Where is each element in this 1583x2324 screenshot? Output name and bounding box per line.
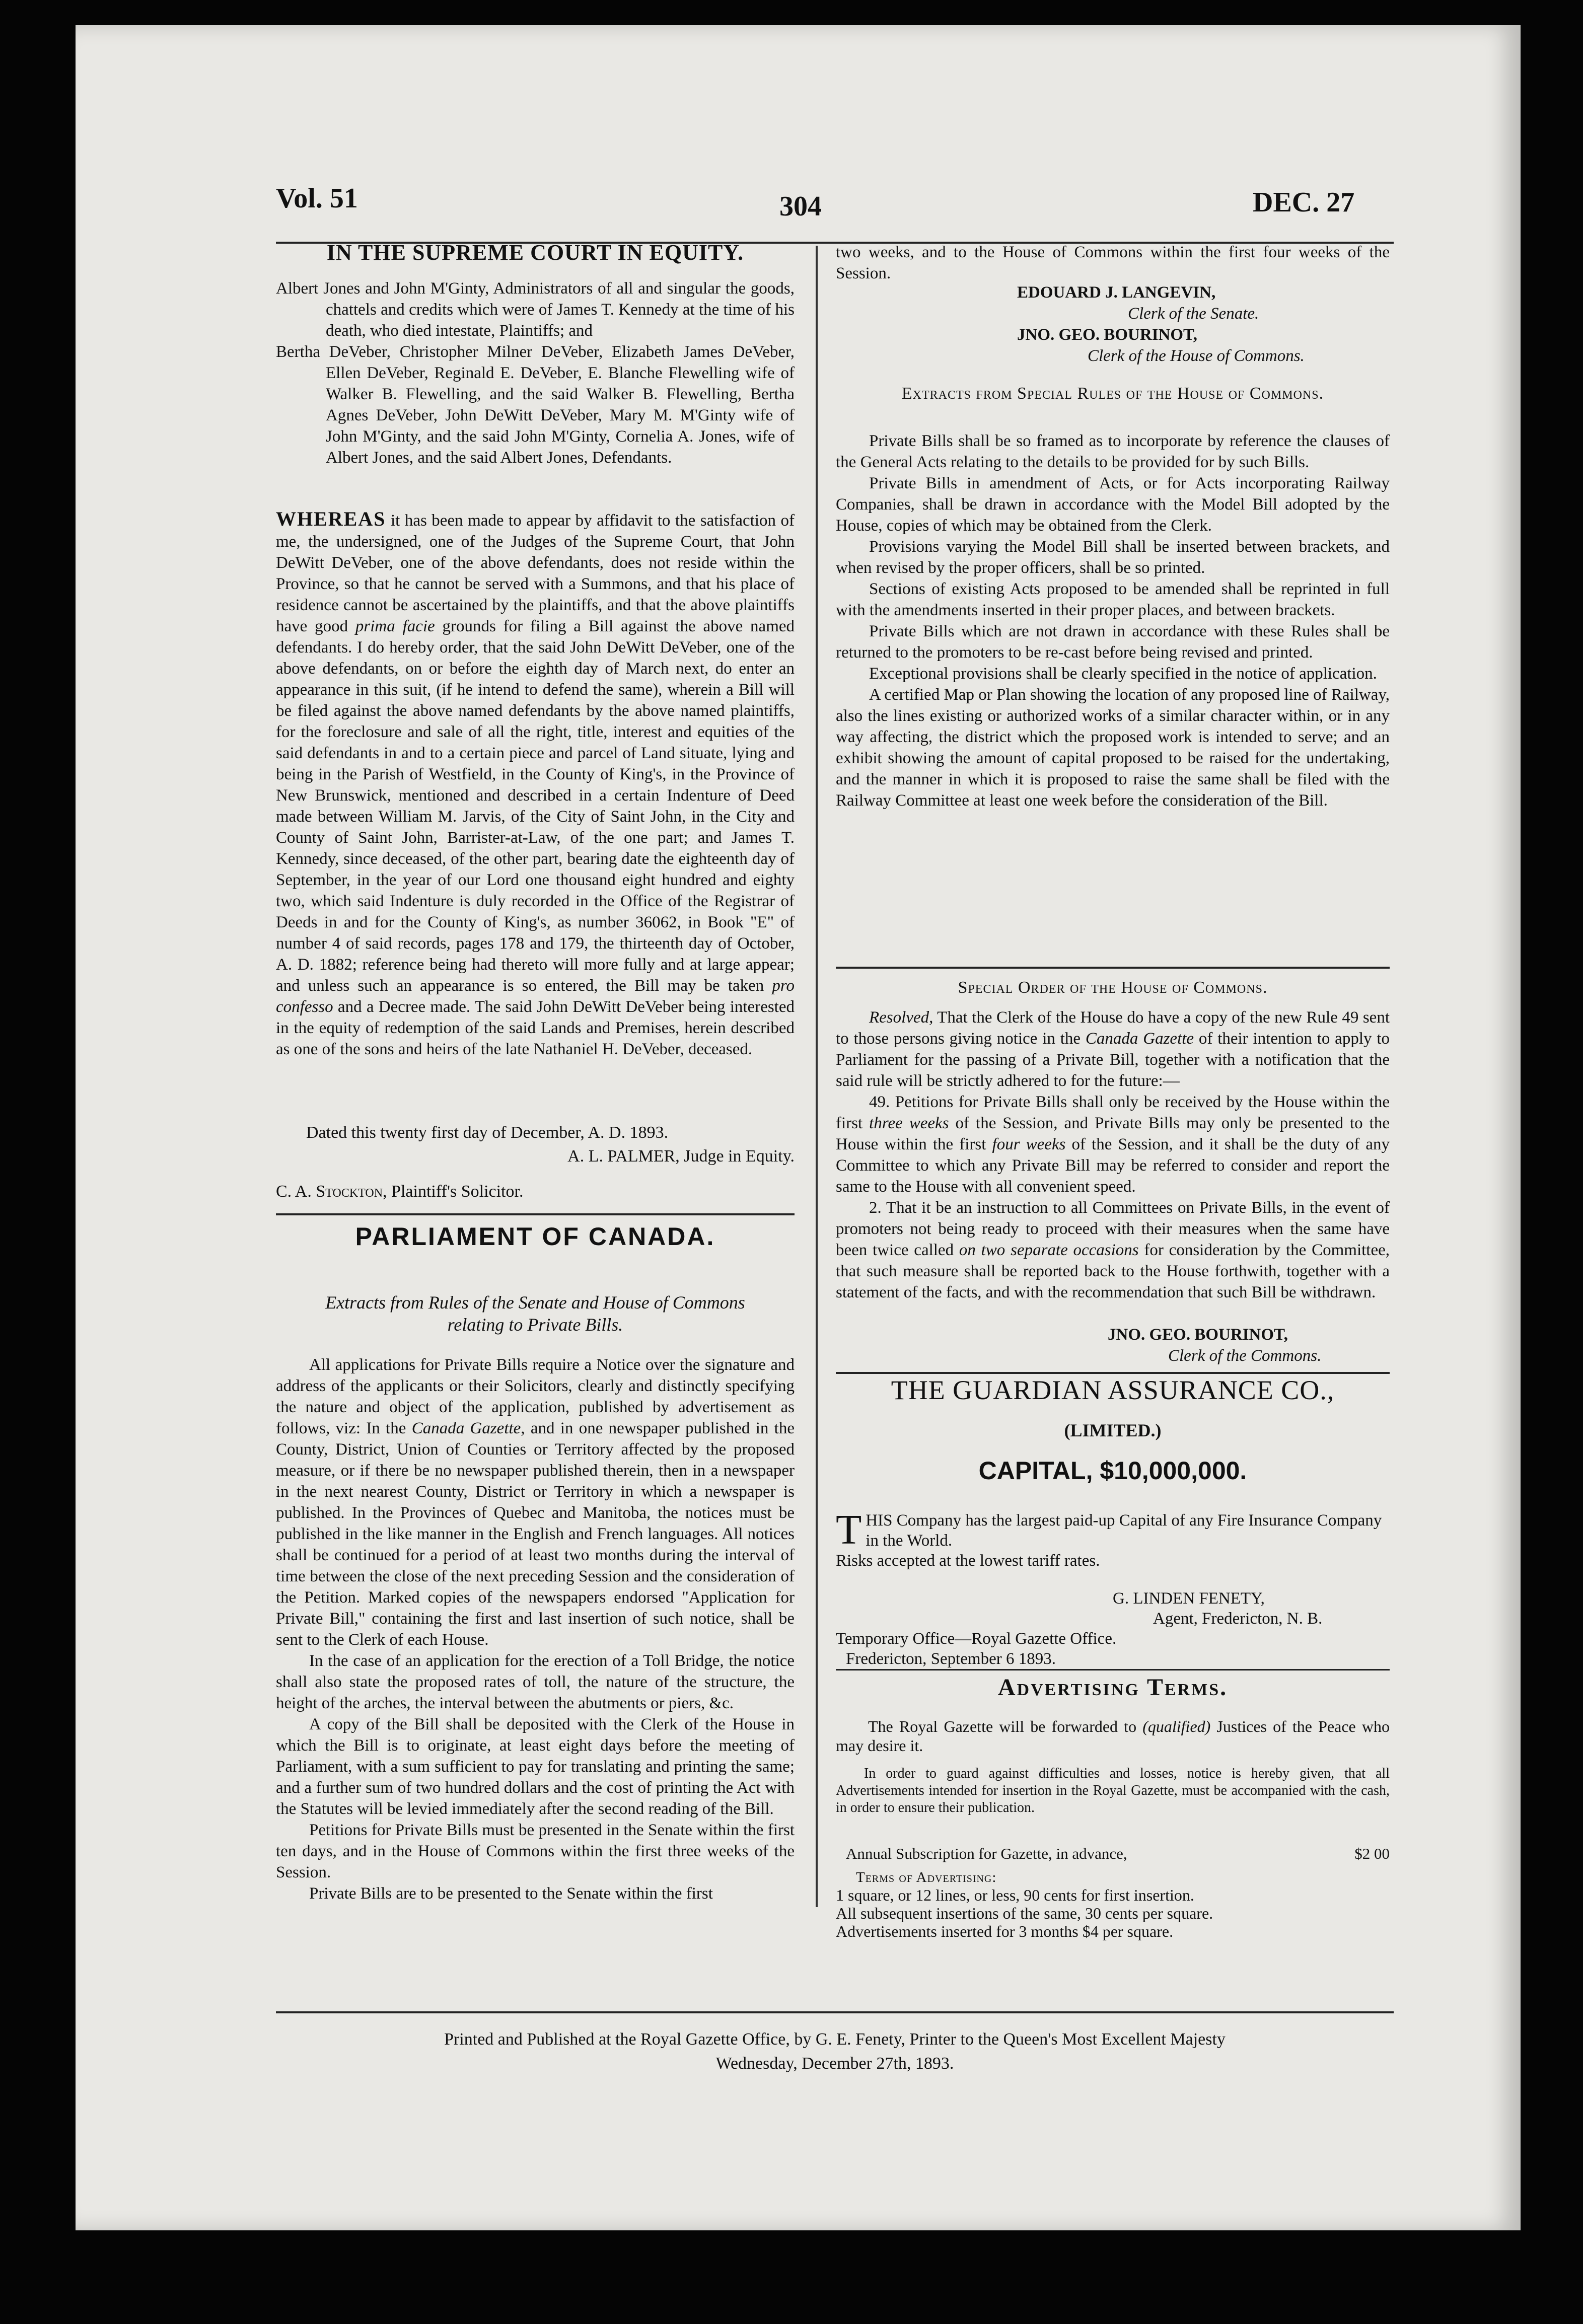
forwarding-notice <box>836 1717 1390 1755</box>
footer-rule <box>276 2011 1394 2013</box>
risks-line: Risks accepted at the lowest tariff rates. <box>836 1552 1100 1570</box>
rules-paragraph: A copy of the Bill shall be deposited with the Clerk of the House in which the Bill is to originate, at least eight days before the meeting of Parliament, with a sum sufficient to pay for translating and printing the same; and a further sum of two hundred dollars and the cost of printing the Act with the Statutes will be levied immediately after the second reading of the Bill. <box>276 1715 795 1818</box>
subscription-line <box>836 1843 1390 1864</box>
terms-item: 1 square, or 12 lines, or less, 90 cents for first insertion. <box>836 1886 1194 1904</box>
section-rule <box>276 1213 795 1215</box>
description-block: T HIS Company has the largest paid-up Capital of any Fire Insurance Company in the World. <box>836 1506 1382 1553</box>
section-rule <box>836 1669 1390 1671</box>
column-divider <box>816 246 818 1907</box>
rule-paragraph: Private Bills which are not drawn in accordance with these Rules shall be returned to the promoters to be re-cast before being revised and printed. <box>836 622 1390 662</box>
resolution-paragraph: Resolved, That the Clerk of the House do have a copy of the new Rule 49 sent to those persons giving notice in the Canada Gazette of their intention to apply to Parliament for the passing of a Private Bill, together with a notification that the said rule will be strictly adhered to for the future:— <box>836 1008 1390 1090</box>
special-order-body <box>836 1007 1390 1303</box>
judge-signature: A. L. PALMER, Judge in Equity. <box>567 1147 795 1166</box>
issue-date: DEC. 27 <box>1253 187 1355 218</box>
rule-paragraph: Provisions varying the Model Bill shall be inserted between brackets, and when revised by the proper officers, shall be so printed. <box>836 538 1390 577</box>
temporary-office: Temporary Office—Royal Gazette Office. <box>836 1630 1117 1648</box>
advertising-title: Advertising Terms. <box>997 1674 1228 1701</box>
clerk-signatures <box>836 282 1390 367</box>
signature-role: Clerk of the Commons. <box>1168 1347 1322 1365</box>
rules-continuation: two weeks, and to the House of Commons within the first four weeks of the Session. <box>836 243 1390 282</box>
signature-role: Clerk of the House of Commons. <box>1088 347 1305 365</box>
company-capital: CAPITAL, $10,000,000. <box>978 1457 1247 1485</box>
rule-paragraph: A certified Map or Plan showing the location of any proposed line of Railway, also the lines existing or authorized works of a similar character within, or in any way affecting, the district which the proposed work is intended to serve; and an exhibit showing the amount of capital proposed to be raised for the undertaking, and the manner in which it is proposed to raise the same shall be filed with the Railway Committee at least one week before the consideration of the Bill. <box>836 686 1390 810</box>
agent-role: Agent, Fredericton, N. B. <box>1153 1610 1323 1628</box>
plaintiffs-paragraph: Albert Jones and John M'Ginty, Administrators of all and singular the goods, chattels and credits which were of James T. Kennedy at the time of his death, who died intestate, Plaintiffs; and <box>276 279 795 340</box>
rules-paragraph: In the case of an application for the erection of a Toll Bridge, the notice shall also state the proposed rates of toll, the nature of the structure, the height of the arches, the interval between the abutments or piers, &c. <box>276 1652 795 1712</box>
rules-paragraph: Petitions for Private Bills must be presented in the Senate within the first ten days, and in the House of Commons within the first three weeks of the Session. <box>276 1821 795 1881</box>
terms-list <box>836 1886 1390 1940</box>
court-order-paragraph: WHEREAS it has been made to appear by affidavit to the satisfaction of me, the undersigned, one of the Judges of the Supreme Court, that John DeWitt DeVeber, one of the above defendants, does not reside within the Province, so that he cannot be served with a Summons, and that his place of residence cannot be ascertained by the plaintiffs, and that the above plaintiffs have good prima facie grounds for filing a Bill against the above named defendants. I do hereby order, that the said John DeWitt DeVeber, one of the above defendants, on or before the eighth day of March next, do enter an appearance in this suit, (if he intend to defend the same), wherein a Bill will be filed against the above named defendants by the above named plaintiffs, for the foreclosure and sale of all the right, title, interest and equities of the said defendants in and to a certain piece and parcel of Land situate, lying and being in the Parish of Westfield, in the County of King's, in the Province of New Brunswick, mentioned and described in a certain Indenture of Deed made between William M. Jarvis, of the City of Saint John, in the City and County of Saint John, Barrister-at-Law, of the one part; and James T. Kennedy, since deceased, of the other part, bearing date the eighteenth day of September, in the year of our Lord one thousand eight hundred and eighty two, which said Indenture is duly recorded in the Office of the Registrar of Deeds in and for the County of King's, as number 36062, in Book "E" of number 4 of said records, pages 178 and 179, the thirteenth day of October, A. D. 1882; reference being had thereto will more fully and at large appear; and unless such an appearance is so entered, the Bill may be taken pro confesso and a Decree made. The said John DeWitt DeVeber being interested in the equity of redemption of the said Lands and Premises, herein described as one of the sons and heirs of the late Nathaniel H. DeVeber, deceased. <box>276 507 795 1058</box>
whereas-word: WHEREAS <box>276 507 386 530</box>
terms-item: All subsequent insertions of the same, 30 cents per square. <box>836 1904 1213 1922</box>
company-agent <box>836 1588 1390 1669</box>
page-number: 304 <box>779 191 822 222</box>
subscription-label: Annual Subscription for Gazette, in advance, <box>846 1845 1127 1862</box>
parliament-subtitle: Extracts from Rules of the Senate and House of Commons relating to Private Bills. <box>325 1292 745 1335</box>
special-rules-body <box>836 430 1390 811</box>
publication-date: Wednesday, December 27th, 1893. <box>715 2054 954 2073</box>
rule-paragraph: Sections of existing Acts proposed to be amended shall be reprinted in full with the amendments inserted in their proper places, and between brackets. <box>836 580 1390 619</box>
special-rules-title: Extracts from Special Rules of the House of Commons. <box>901 384 1324 403</box>
forwarding-paragraph: The Royal Gazette will be forwarded to (qualified) Justices of the Peace who may desire it. <box>836 1717 1390 1755</box>
court-dated-line: Dated this twenty first day of December, A. D. 1893. <box>306 1123 669 1142</box>
court-notice-title: IN THE SUPREME COURT IN EQUITY. <box>326 240 744 265</box>
page-content <box>195 161 1395 2094</box>
company-name: THE GUARDIAN ASSURANCE CO., <box>891 1375 1335 1405</box>
signature-name: JNO. GEO. BOURINOT, <box>1017 326 1197 344</box>
rules-paragraph: All applications for Private Bills require a Notice over the signature and address of the applicants or their Solicitors, clearly and distinctly specifying the nature and object of the application, published by advertisement as follows, viz: In the Canada Gazette, and in one newspaper published in the County, District, Union of Counties or Territory affected by the proposed measure, or if there be no newspaper published therein, then in a newspaper in the next nearest County, District or Territory in which a newspaper is published. In the Provinces of Quebec and Manitoba, the notices must be published in the like manner in the English and French languages. All notices shall be continued for a period of at least two months during the interval of time between the close of the next preceding Session and the consideration of the Petition. Marked copies of the newspapers endorsed "Application for Private Bill," containing the first and last insertion of such notice, shall be sent to the Clerk of each House. <box>276 1356 795 1649</box>
subscription-price: $2 00 <box>1354 1845 1390 1862</box>
solicitor-line: C. A. Stockton, Plaintiff's Solicitor. <box>276 1182 524 1201</box>
rule-paragraph: Private Bills shall be so framed as to incorporate by reference the clauses of the General Acts relating to the details to be provided for by such Bills. <box>836 432 1390 471</box>
parliament-title: PARLIAMENT OF CANADA. <box>355 1222 715 1251</box>
signature-role: Clerk of the Senate. <box>1128 305 1259 323</box>
drop-cap: T <box>836 1506 862 1553</box>
place-date: Fredericton, September 6 1893. <box>846 1650 1056 1668</box>
instruction-paragraph: 2. That it be an instruction to all Committees on Private Bills, in the event of promoters not being ready to proceed with their measures when the same have been twice called on two separate occasions for consideration by the Committee, that such measure shall be reported back to the House forthwith, together with a statement of the facts, and with the recommendation that such Bill be withdrawn. <box>836 1199 1390 1301</box>
rule-paragraph: Exceptional provisions shall be clearly specified in the notice of application. <box>869 665 1377 683</box>
defendants-paragraph: Bertha DeVeber, Christopher Milner DeVeber, Elizabeth James DeVeber, Ellen DeVeber, Reginald E. DeVeber, E. Blanche Flewelling wife of Walker B. Flewelling, and the said Walker B. Flewelling, Bertha Agnes DeVeber, John DeWitt DeVeber, Mary M. M'Ginty wife of John M'Ginty, and the said John M'Ginty, Cornelia A. Jones, wife of Albert Jones, and the said Albert Jones, Defendants. <box>276 343 795 467</box>
volume-label: Vol. 51 <box>276 183 358 214</box>
company-description <box>836 1506 1390 1571</box>
commons-signature <box>836 1324 1390 1366</box>
court-parties <box>276 278 795 468</box>
payment-notice <box>836 1765 1390 1817</box>
parliament-rules-body <box>276 1354 795 1904</box>
rules-paragraph: Private Bills are to be presented to the Senate within the first <box>309 1884 713 1903</box>
newspaper-page <box>76 25 1521 2230</box>
rule-49-paragraph: 49. Petitions for Private Bills shall only be received by the House within the first three weeks of the Session, and Private Bills may only be presented to the House within the first four weeks of the Session, and it shall be the duty of any Committee to which any Private Bill may be referred to consider and report the same to the House with all convenient speed. <box>836 1093 1390 1196</box>
agent-name: G. LINDEN FENETY, <box>1113 1589 1265 1608</box>
section-rule <box>836 1372 1390 1374</box>
terms-item: Advertisements inserted for 3 months $4 per square. <box>836 1922 1174 1940</box>
terms-heading: Terms of Advertising: <box>856 1869 997 1885</box>
company-limited: (LIMITED.) <box>1064 1420 1162 1440</box>
court-order-body <box>276 509 795 1060</box>
payment-paragraph: In order to guard against difficulties and losses, notice is hereby given, that all Advertisements intended for insertion in the Royal Gazette, must be accompanied with the cash, in order to ensure their publication. <box>836 1766 1390 1815</box>
signature-name: EDOUARD J. LANGEVIN, <box>1017 283 1216 302</box>
section-rule <box>836 967 1390 969</box>
special-order-title: Special Order of the House of Commons. <box>958 978 1268 997</box>
rule-paragraph: Private Bills in amendment of Acts, or for Acts incorporating Railway Companies, shall be drawn in accordance with the Model Bill adopted by the House, copies of which may be obtained from the Clerk. <box>836 474 1390 535</box>
signature-name: JNO. GEO. BOURINOT, <box>1108 1326 1288 1344</box>
printer-imprint: Printed and Published at the Royal Gazette Office, by G. E. Fenety, Printer to the Queen's Most Excellent Majesty <box>444 2030 1226 2049</box>
